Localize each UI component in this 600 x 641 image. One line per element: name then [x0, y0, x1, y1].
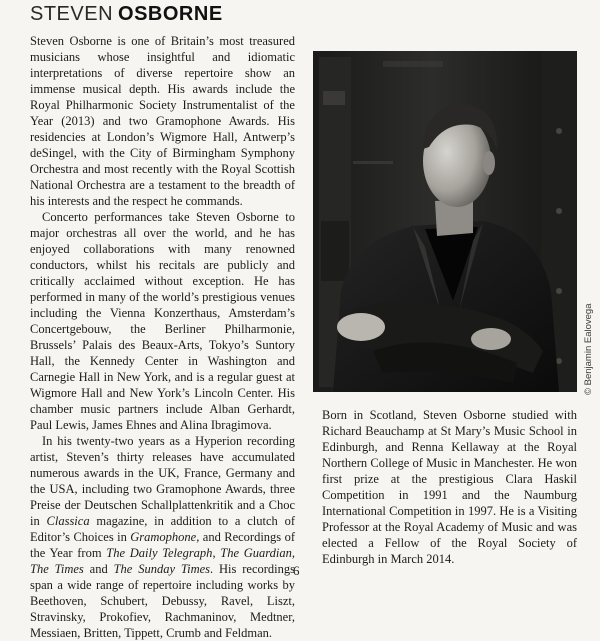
magazine-title-classica: Classica — [46, 514, 90, 528]
photo-credit: © Benjamin Ealovega — [583, 303, 594, 395]
biography-right-column — [322, 407, 577, 567]
bio-paragraph-1: Steven Osborne is one of Britain’s most treasured musicians whose insightful and idiomatic interpretations of diverse repertoire show an immense musical depth. His awards include the Royal Philharmonic Society Instrumentalist of the Year (2013) and two Gramophone Awards. His residencies at London’s Wigmore Hall, Antwerp’s deSingel, with the City of Birmingham Symphony Orchestra and most recently with the Royal Scottish National Orchestra are a testament to the breadth of his interests and the respect he commands. — [30, 34, 295, 208]
artist-portrait-photo — [313, 51, 577, 392]
bio-paragraph-4: Born in Scotland, Steven Osborne studied with Richard Beauchamp at St Mary’s Music School in Edinburgh, and Renna Kellaway at the Royal Northern College of Music in Manchester. He won first prize at the prestigious Clara Haskil Competition in 1991 and the Naumburg International Competition in 1997. He is a Visiting Professor at the Royal Academy of Music and was elected a Fellow of the Royal Society of Edinburgh in March 2014. — [322, 408, 577, 566]
heading-first-name: STEVEN — [30, 3, 114, 25]
newspaper-title-times: The Times — [30, 562, 84, 576]
artist-name-heading — [30, 3, 223, 26]
heading-last-name: OSBORNE — [118, 3, 223, 25]
magazine-title-gramophone: Gramophone — [130, 530, 197, 544]
newspaper-title-guardian: The Guardian — [220, 546, 292, 560]
page-number: 6 — [293, 563, 300, 578]
newspaper-title-sunday-times: The Sunday Times — [113, 562, 211, 576]
bio-paragraph-3: In his twenty-two years as a Hyperion recording artist, Steven’s thirty releases have accumulated numerous awards in the UK, France, Germany and the USA, including two Gramophone Awards, three Preise der Deutschen Schallplattenkritik and a Choc in Classica magazine, in addition to a clutch of Editor’s Choices in Gramophone, and Recordings of the Year from The Daily Telegraph, The Guardian, The Times and The Sunday Times. His recordings span a wide range of repertoire including works by Beethoven, Schubert, Debussy, Ravel, Liszt, Stravinsky, Prokofiev, Rachmaninov, Medtner, Messiaen, Britten, Tippett, Crumb and Feldman. — [30, 434, 296, 640]
biography-left-column — [30, 33, 295, 641]
newspaper-title-telegraph: The Daily Telegraph — [106, 546, 213, 560]
bio-paragraph-2: Concerto performances take Steven Osborne to major orchestras all over the world, and he has enjoyed collaborations with many renowned conductors, whilst his recitals are publicly and critically acclaimed without exception. He has performed in many of the world’s prestigious venues including the Vienna Konzerthaus, Amsterdam’s Concertgebouw, the Berliner Philharmonie, Brussels’ Palais des Beaux-Arts, Tokyo’s Suntory Hall, the Kennedy Center in Washington and Carnegie Hall in New York, and is a regular guest at Wigmore Hall and New York’s Lincoln Center. His chamber music partners include Alban Gerhardt, Paul Lewis, James Ehnes and Alina Ibragimova. — [30, 210, 295, 432]
